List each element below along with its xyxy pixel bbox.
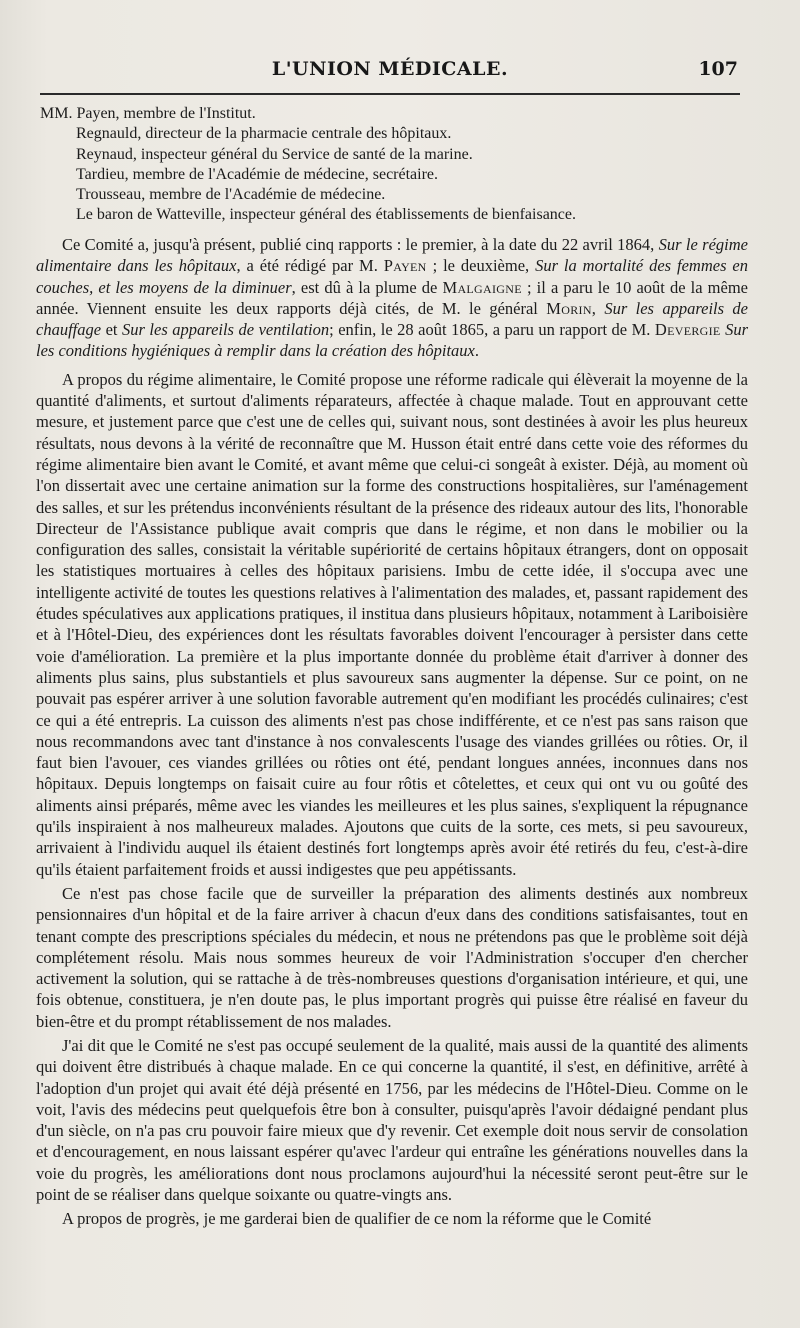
paragraph-preparation: Ce n'est pas chose facile que de surveiller la préparation des aliments destinés aux nombreux pensionnaires d'un hôpital et de la faire arriver à chacun d'eux dans des conditions satisfaisantes, tout en tenant compte des prescriptions spéciales du médecin, et nous ne prétendons pas que le problème soit déjà complétement résolu. Mais nous sommes heureux de voir l'Administration s'occuper d'en chercher activement la solution, qui se rattache à de très-nombreuses questions d'organisation intérieure, et qui, une fois obtenue, constituera, je n'en doute pas, le plus important progrès qui puisse être réalisé en faveur du bien-être et du prompt rétablissement de nos malades.: [36, 883, 748, 1031]
paragraph-progres: A propos de progrès, je me garderai bien de qualifier de ce nom la réforme que le Comité: [62, 1209, 652, 1229]
text-run: et: [101, 320, 122, 340]
page-number: 107: [698, 58, 738, 80]
member-entry: Tardieu, membre de l'Académie de médecine, secrétaire.: [76, 165, 439, 183]
report-title: Sur le régime alimentaire dans les hôpitaux: [36, 235, 748, 276]
text-run: , est dû à la plume de: [291, 277, 443, 297]
author-name: Morin: [546, 298, 592, 318]
paragraph-alimentation: A propos du régime alimentaire, le Comité propose une réforme radicale qui élèverait la moyenne de la quantité d'aliments, et surtout d'aliments réparateurs, affectée à chaque malade. Tout en approuvant cette mesure, et justement parce que c'est une de celles qui, suivant nous, sont destinées à avoir les plus heureux résultats, nous devons à la vérité de reconnaître que M. Husson était entré dans cette voie des réformes du régime alimentaire bien avant le Comité, et avant même que celui-ci songeât à exister. Déjà, au moment où l'on dissertait avec une certaine animation sur la forme des constructions hospitalières, sur l'aménagement des salles, et sur les prétendus inconvénients résultant de la présence des rideaux autour des lits, l'honorable Directeur de l'Assistance publique avait compris que dans le régime, et non dans le mobilier ou la configuration des salles, consistait la véritable supériorité de certains hôpitaux étrangers, dont on opposait les statistiques mortuaires à celles des hôpitaux parisiens. Imbu de cette idée, il s'occupa avec une intelligente activité de toutes les questions relatives à l'alimentation des malades, et, passant rapidement des études spéculatives aux applications pratiques, il institua dans plusieurs hôpitaux, notamment à Lariboisière et à l'Hôtel-Dieu, des expériences dont les résultats favorables doivent l'encourager à persister dans cette voie d'amélioration. La première et la plus importante donnée du problème était d'arriver à donner des aliments plus sains, plus substantiels et plus savoureux sans augmenter la dépense. Sur ce point, on ne pouvait pas espérer arriver à une solution favorable autrement qu'en modifiant les procédés culinaires; c'est ce qui a été entrepris. La cuisson des aliments n'est pas chose indifférente, et ce n'est pas sans raison que nous recommandons avec tant d'instance à nos convalescents l'usage des viandes grillées ou rôties. Or, il faut bien l'avouer, ces viandes grillées ou rôties ont été, pendant longues années, inconnues dans nos hôpitaux. Depuis longtemps on faisait cuire au four rôtis et côtelettes, et ceux qui ont vu ou goûté des aliments ainsi préparés, même avec les viandes les meilleures et les plus saines, s'expliquent la répugnance qu'ils inspiraient à nos malheureux malades. Ajoutons que cuits de la sorte, ces mets, si peu savoureux, arrivaient à l'individu auquel ils étaient destinés fort longtemps après avoir été retirés du feu, c'est-à-dire qu'ils étaient parfaitement froids et aussi indigestes que peu appétissants.: [36, 369, 748, 879]
text-run: Ce Comité a, jusqu'à présent, publié cinq rapports : le premier, à la date du 22 avril 1864,: [62, 235, 659, 254]
author-name: Payen: [383, 256, 427, 276]
member-entry: Reynaud, inspecteur général du Service de santé de la marine.: [76, 145, 473, 163]
author-name: Malgaigne: [442, 277, 522, 297]
member-entry: Trousseau, membre de l'Académie de médecine.: [76, 186, 386, 204]
running-title: L'UNION MÉDICALE.: [271, 58, 509, 80]
text-run: ; il a paru le 10 août de la même année. Viennent ensuite les deux rapports déjà cités, de M. le général: [36, 277, 748, 318]
text-run: .: [474, 341, 480, 361]
member-entry: Regnauld, directeur de la pharmacie centrale des hôpitaux.: [76, 125, 452, 143]
page-header: [40, 58, 740, 88]
text-run: ; enfin, le 28 août 1865, a paru un rapport de M.: [329, 320, 655, 340]
text-run: ,: [591, 298, 605, 318]
member-entry: MM. Payen, membre de l'Institut.: [40, 105, 256, 122]
text-run: ; le deuxième,: [426, 256, 536, 276]
article-body: [36, 234, 748, 1233]
paragraph-reports: [36, 234, 748, 362]
member-entry: Le baron de Watteville, inspecteur général des établissements de bienfaisance.: [76, 206, 576, 224]
report-title: Sur les conditions hygiéniques à remplir dans la création des hôpitaux: [36, 320, 748, 361]
paragraph-quantite: J'ai dit que le Comité ne s'est pas occupé seulement de la qualité, mais aussi de la quantité des aliments qui doivent être distribués à chaque malade. En ce qui concerne la quantité, il s'est, en définitive, arrêté à l'adoption d'un projet qui avait été déjà présenté en 1756, par les médecins de l'Hôtel-Dieu. Comme on le voit, l'avis des médecins peut quelquefois être bon à consulter, puisqu'après l'avoir dédaigné pendant plus d'un siècle, on n'a pas cru pouvoir faire mieux que d'y revenir. Cet exemple doit nous servir de consolation et d'encouragement, en nous laissant espérer qu'avec l'ardeur qui entraîne les générations nouvelles dans la voie du progrès, les améliorations dont nous proclamons aujourd'hui la nécessité seront peut-être sur le point de se réaliser dans quelque soixante ou quatre-vingts ans.: [36, 1035, 748, 1205]
report-title: Sur la mortalité des femmes en couches, et les moyens de la diminuer: [36, 256, 748, 297]
report-title: Sur les appareils de ventilation: [122, 320, 330, 340]
report-title: Sur les appareils de chauffage: [36, 298, 749, 340]
committee-members-list: [40, 104, 740, 226]
text-run: , a été rédigé par M.: [236, 256, 384, 276]
author-name: Devergie: [654, 320, 721, 340]
header-rule: [40, 93, 740, 95]
